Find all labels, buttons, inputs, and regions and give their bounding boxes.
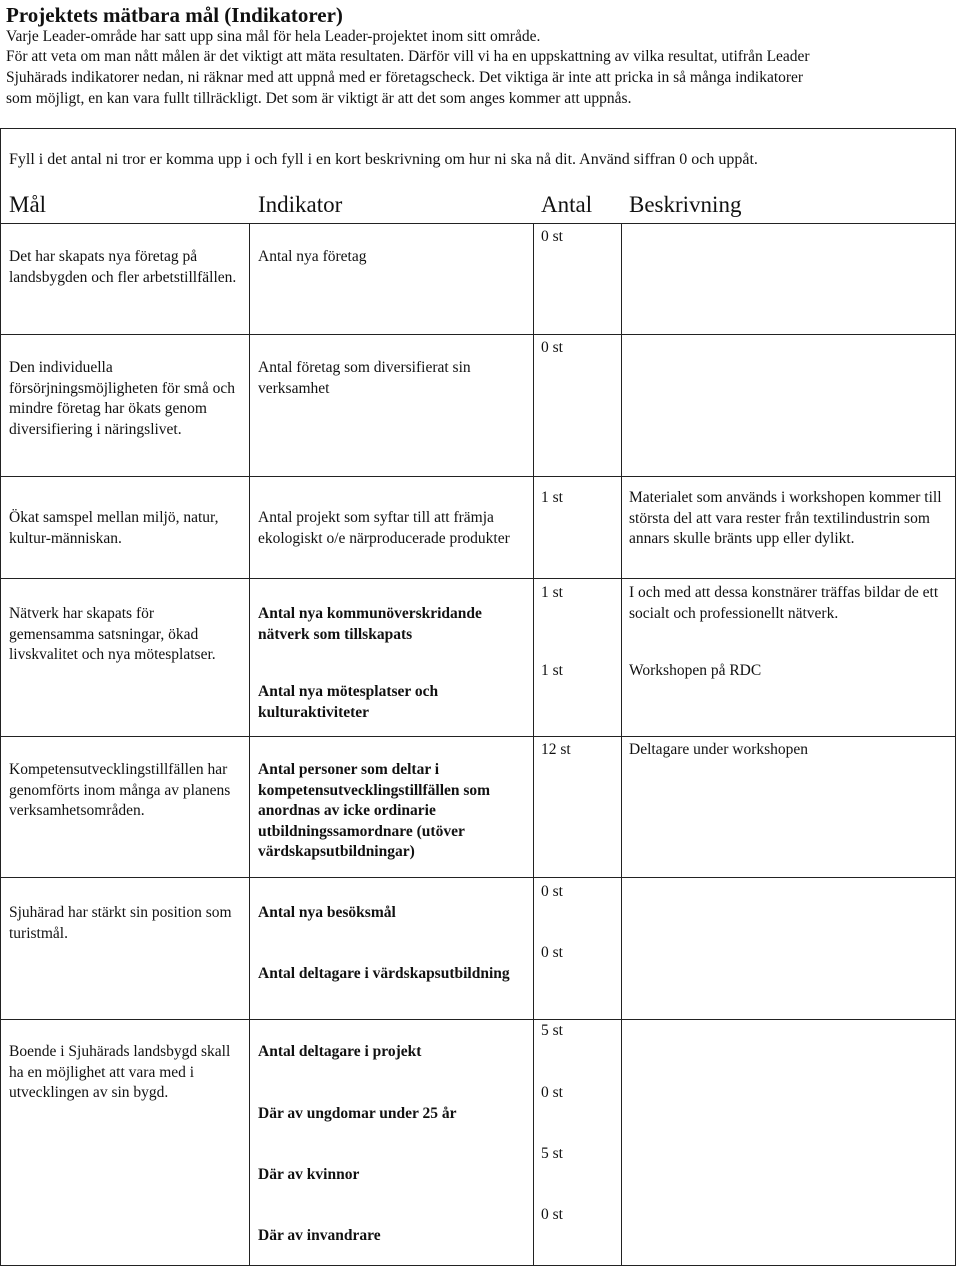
count-value[interactable]: 0 st (541, 1206, 563, 1223)
intro-line: Sjuhärads indikatorer nedan, ni räknar med att uppnå med er företagscheck. Det viktiga är inte att pricka in så många indikatorer (6, 69, 804, 86)
goal-cell: Nätverk har skapats för gemensamma satsningar, ökad livskvalitet och nya mötesplatser. (9, 605, 216, 663)
indicator-cell: Antal nya mötesplatser och kulturaktiviteter (258, 683, 439, 721)
goal-cell: Ökat samspel mellan miljö, natur, kultur-människan. (9, 509, 219, 547)
indicator-cell: Där av kvinnor (258, 1166, 360, 1183)
column-divider (249, 223, 250, 1266)
column-header-indicator: Indikator (258, 192, 343, 217)
description-cell[interactable]: Workshopen på RDC (629, 662, 762, 679)
goal-cell: Det har skapats nya företag på landsbygden och fler arbetstillfällen. (9, 248, 237, 286)
column-header-goal: Mål (9, 192, 47, 217)
row-divider (0, 223, 956, 224)
count-value[interactable]: 5 st (541, 1145, 563, 1162)
intro-line: som möjligt, en kan vara fullt tillräckligt. Det som är viktigt är att det som anges kommer att uppnås. (6, 90, 632, 107)
intro-line: Varje Leader-område har satt upp sina mål för hela Leader-projektet inom sitt område. (6, 28, 541, 45)
description-cell[interactable]: Materialet som används i workshopen kommer till största del att vara rester från textilindustrin som annars skulle bränts upp eller dylikt. (629, 489, 942, 547)
row-divider (0, 476, 956, 477)
column-divider (533, 223, 534, 1266)
indicator-cell: Där av ungdomar under 25 år (258, 1105, 457, 1122)
count-value[interactable]: 0 st (541, 1084, 563, 1101)
column-header-description: Beskrivning (629, 192, 742, 217)
goal-cell: Den individuella försörjningsmöjligheten för små och mindre företag har ökats genom diversifiering i näringslivet. (9, 359, 235, 438)
count-value[interactable]: 1 st (541, 489, 563, 506)
indicator-cell: Antal nya kommunöverskridande nätverk som tillskapats (258, 605, 482, 643)
row-divider (0, 877, 956, 878)
column-header-count: Antal (541, 192, 593, 217)
count-value[interactable]: 1 st (541, 584, 563, 601)
goal-cell: Boende i Sjuhärads landsbygd skall ha en möjlighet att vara med i utvecklingen av sin bygd. (9, 1043, 231, 1101)
intro-line: För att veta om man nått målen är det viktigt att mäta resultaten. Därför vill vi ha en uppskattning av vilka resultat, utifrån Leader (6, 48, 810, 65)
document-title: Projektets mätbara mål (Indikatorer) (6, 3, 343, 27)
form-instruction: Fyll i det antal ni tror er komma upp i och fyll i en kort beskrivning om hur ni ska nå dit. Använd siffran 0 och uppåt. (9, 151, 758, 168)
count-value[interactable]: 0 st (541, 339, 563, 356)
goal-cell: Kompetensutvecklingstillfällen har genomförts inom många av planens verksamhetsområden. (9, 761, 231, 819)
count-value[interactable]: 0 st (541, 944, 563, 961)
description-cell[interactable]: I och med att dessa konstnärer träffas bildar de ett socialt och professionellt nätverk. (629, 584, 939, 622)
description-cell[interactable]: Deltagare under workshopen (629, 741, 809, 758)
row-divider (0, 1019, 956, 1020)
count-value[interactable]: 1 st (541, 662, 563, 679)
indicator-cell: Antal deltagare i projekt (258, 1043, 422, 1060)
indicator-cell: Antal projekt som syftar till att främja ekologiskt o/e närproducerade produkter (258, 509, 510, 547)
goal-cell: Sjuhärad har stärkt sin position som turistmål. (9, 904, 232, 942)
indicator-cell: Antal personer som deltar i kompetensutvecklingstillfällen som anordnas av icke ordinarie utbildningssamordnare (utöver värdskapsutbildningar) (258, 761, 491, 860)
count-value[interactable]: 0 st (541, 883, 563, 900)
indicator-cell: Antal företag som diversifierat sin verksamhet (258, 359, 471, 397)
count-value[interactable]: 0 st (541, 228, 563, 245)
indicator-cell: Antal nya företag (258, 248, 367, 265)
indicator-cell: Antal deltagare i värdskapsutbildning (258, 965, 510, 982)
row-divider (0, 578, 956, 579)
row-divider (0, 736, 956, 737)
indicator-cell: Där av invandrare (258, 1227, 381, 1244)
indicator-cell: Antal nya besöksmål (258, 904, 396, 921)
count-value[interactable]: 5 st (541, 1022, 563, 1039)
count-value[interactable]: 12 st (541, 741, 571, 758)
row-divider (0, 334, 956, 335)
column-divider (621, 223, 622, 1266)
